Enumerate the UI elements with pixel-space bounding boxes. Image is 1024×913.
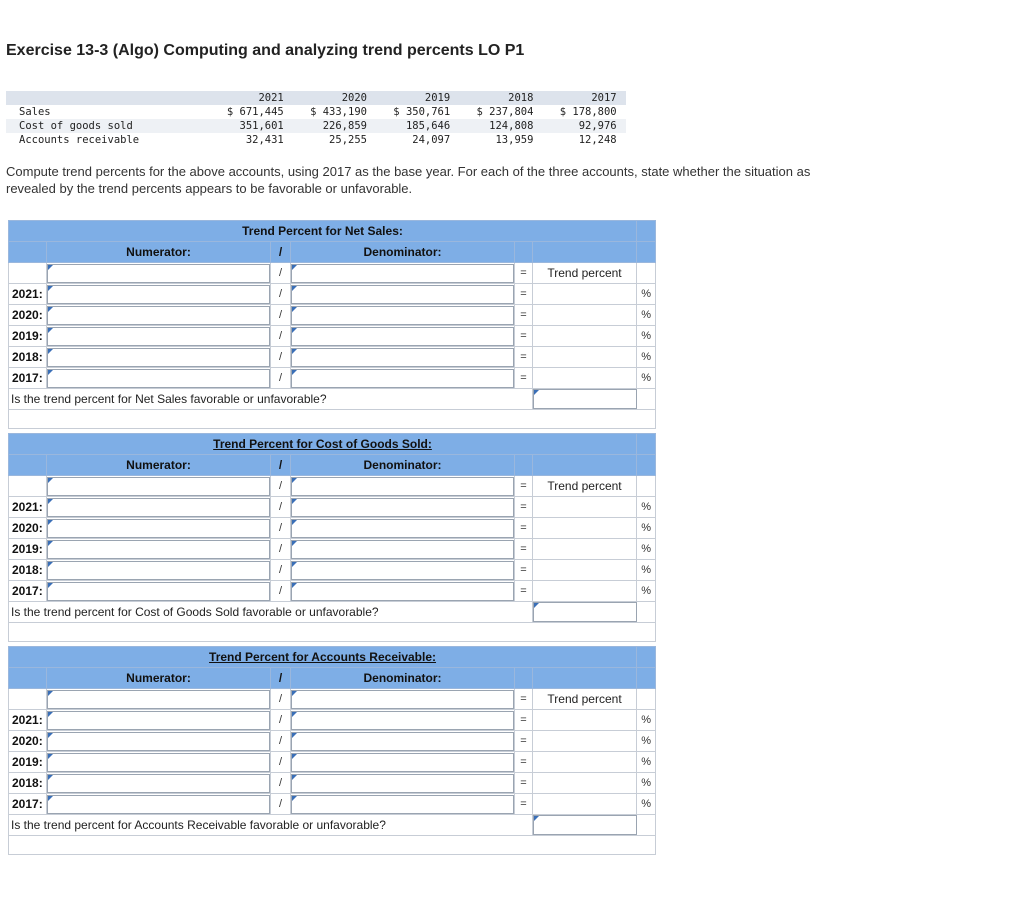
section-header-row [9, 221, 656, 242]
percent-sign: % [637, 518, 656, 539]
cell-value: $ 178,800 [533, 105, 616, 119]
equals-sign: = [515, 560, 533, 581]
section-net-sales [8, 220, 655, 429]
slash: / [271, 689, 291, 710]
numerator-input[interactable] [47, 348, 270, 367]
accounts-table [6, 91, 626, 147]
equals-sign: = [515, 284, 533, 305]
row-label: Cost of goods sold [6, 119, 201, 133]
trend-percent-output[interactable] [533, 369, 636, 388]
slash: / [271, 326, 291, 347]
numerator-input[interactable] [47, 732, 270, 751]
percent-sign: % [637, 560, 656, 581]
year-row [9, 794, 656, 815]
year-row [9, 731, 656, 752]
cell-value: 124,808 [450, 119, 533, 133]
slash: / [271, 305, 291, 326]
trend-percent-output[interactable] [533, 540, 636, 559]
percent-sign: % [637, 710, 656, 731]
numerator-label-input[interactable] [47, 690, 270, 709]
equals-sign: = [515, 773, 533, 794]
percent-sign: % [637, 347, 656, 368]
formula-row [9, 689, 656, 710]
cell-value: 13,959 [450, 133, 533, 147]
denominator-input[interactable] [291, 498, 514, 517]
cell-value: 25,255 [284, 133, 367, 147]
slash: / [271, 773, 291, 794]
year-label: 2017: [9, 581, 47, 602]
cell-value: $ 350,761 [367, 105, 450, 119]
trend-percent-label: Trend percent [533, 689, 637, 710]
question-row [9, 602, 656, 623]
question-row [9, 815, 656, 836]
favorable-unfavorable-dropdown[interactable] [533, 389, 637, 409]
numerator-input[interactable] [47, 795, 270, 814]
section-title: Trend Percent for Accounts Receivable: [209, 650, 437, 664]
year-label: 2021: [9, 710, 47, 731]
percent-sign: % [637, 326, 656, 347]
section-title: Trend Percent for Cost of Goods Sold: [213, 437, 432, 451]
numerator-label-input[interactable] [47, 264, 270, 283]
equals-sign: = [515, 305, 533, 326]
denominator-input[interactable] [291, 285, 514, 304]
year-header: 2018 [450, 91, 533, 105]
trend-percent-output[interactable] [533, 327, 636, 346]
cell-value: 12,248 [533, 133, 616, 147]
year-row [9, 305, 656, 326]
numerator-input[interactable] [47, 540, 270, 559]
formula-row [9, 263, 656, 284]
trend-percent-output[interactable] [533, 306, 636, 325]
equals-sign: = [515, 347, 533, 368]
row-label: Sales [6, 105, 201, 119]
denominator-input[interactable] [291, 369, 514, 388]
column-header-row [9, 242, 656, 263]
numerator-input[interactable] [47, 285, 270, 304]
percent-sign: % [637, 731, 656, 752]
equals-sign: = [515, 752, 533, 773]
year-label: 2020: [9, 518, 47, 539]
percent-sign: % [637, 368, 656, 389]
numerator-input[interactable] [47, 498, 270, 517]
year-header: 2021 [201, 91, 284, 105]
slash-header: / [271, 455, 291, 476]
trend-percent-output[interactable] [533, 774, 636, 793]
numerator-input[interactable] [47, 711, 270, 730]
denominator-label-input[interactable] [291, 264, 514, 283]
cell-value: $ 671,445 [201, 105, 284, 119]
trend-percent-output[interactable] [533, 285, 636, 304]
slash: / [271, 794, 291, 815]
year-row [9, 539, 656, 560]
question-text: Is the trend percent for Cost of Goods Sold favorable or unfavorable? [9, 602, 533, 623]
table-row [6, 133, 626, 147]
cell-value: $ 237,804 [450, 105, 533, 119]
denominator-header: Denominator: [291, 242, 515, 263]
equals-sign: = [515, 581, 533, 602]
year-row [9, 368, 656, 389]
year-label: 2019: [9, 326, 47, 347]
slash: / [271, 710, 291, 731]
denominator-input[interactable] [291, 519, 514, 538]
equals-sign: = [515, 518, 533, 539]
year-row [9, 710, 656, 731]
denominator-input[interactable] [291, 561, 514, 580]
percent-sign: % [637, 794, 656, 815]
section-header-row [9, 647, 656, 668]
year-row [9, 326, 656, 347]
percent-sign: % [637, 581, 656, 602]
denominator-input[interactable] [291, 711, 514, 730]
year-label: 2017: [9, 794, 47, 815]
equals-sign: = [515, 794, 533, 815]
equals-sign: = [515, 710, 533, 731]
denominator-input[interactable] [291, 732, 514, 751]
section-header-row [9, 434, 656, 455]
numerator-input[interactable] [47, 774, 270, 793]
worksheet-table [8, 646, 656, 855]
cell-value: 24,097 [367, 133, 450, 147]
favorable-unfavorable-dropdown[interactable] [533, 815, 637, 835]
favorable-unfavorable-dropdown[interactable] [533, 602, 637, 622]
equals-sign: = [515, 263, 533, 284]
denominator-header: Denominator: [291, 668, 515, 689]
denominator-input[interactable] [291, 306, 514, 325]
trend-percent-output[interactable] [533, 561, 636, 580]
year-row [9, 347, 656, 368]
cell-value: 32,431 [201, 133, 284, 147]
percent-sign: % [637, 305, 656, 326]
numerator-input[interactable] [47, 369, 270, 388]
numerator-header: Numerator: [47, 242, 271, 263]
slash: / [271, 518, 291, 539]
year-row [9, 284, 656, 305]
numerator-header: Numerator: [47, 455, 271, 476]
trend-percent-output[interactable] [533, 519, 636, 538]
trend-percent-output[interactable] [533, 498, 636, 517]
year-row [9, 581, 656, 602]
slash: / [271, 263, 291, 284]
cell-value: 351,601 [201, 119, 284, 133]
trend-percent-label: Trend percent [533, 263, 637, 284]
year-header-row [6, 91, 626, 105]
slash: / [271, 539, 291, 560]
numerator-input[interactable] [47, 753, 270, 772]
denominator-input[interactable] [291, 540, 514, 559]
year-header: 2017 [533, 91, 616, 105]
numerator-label-input[interactable] [47, 477, 270, 496]
denominator-input[interactable] [291, 795, 514, 814]
denominator-input[interactable] [291, 582, 514, 601]
percent-sign: % [637, 752, 656, 773]
slash: / [271, 476, 291, 497]
year-row [9, 497, 656, 518]
equals-sign: = [515, 497, 533, 518]
slash-header: / [271, 242, 291, 263]
numerator-input[interactable] [47, 327, 270, 346]
slash: / [271, 284, 291, 305]
slash: / [271, 752, 291, 773]
row-label: Accounts receivable [6, 133, 201, 147]
trend-percent-output[interactable] [533, 753, 636, 772]
section-cost-of-goods-sold [8, 433, 655, 642]
worksheet-table [8, 220, 656, 429]
trend-percent-output[interactable] [533, 732, 636, 751]
instructions: Compute trend percents for the above accounts, using 2017 as the base year. For each of the three accounts, state whether the situation as revealed by the trend percents appears to be favorable or unfavorable. [6, 164, 811, 196]
column-header-row [9, 455, 656, 476]
equals-sign: = [515, 689, 533, 710]
slash: / [271, 368, 291, 389]
slash: / [271, 347, 291, 368]
page-title: Exercise 13-3 (Algo) Computing and analyzing trend percents LO P1 [6, 42, 525, 59]
percent-sign: % [637, 773, 656, 794]
column-header-row [9, 668, 656, 689]
equals-sign: = [515, 731, 533, 752]
denominator-input[interactable] [291, 753, 514, 772]
question-text: Is the trend percent for Net Sales favorable or unfavorable? [9, 389, 533, 410]
section-accounts-receivable [8, 646, 655, 855]
table-row [6, 119, 626, 133]
numerator-input[interactable] [47, 306, 270, 325]
year-label: 2019: [9, 539, 47, 560]
slash: / [271, 497, 291, 518]
year-label: 2021: [9, 497, 47, 518]
numerator-header: Numerator: [47, 668, 271, 689]
year-label: 2021: [9, 284, 47, 305]
cell-value: 185,646 [367, 119, 450, 133]
year-row [9, 560, 656, 581]
trend-percent-label: Trend percent [533, 476, 637, 497]
denominator-header: Denominator: [291, 455, 515, 476]
denominator-label-input[interactable] [291, 690, 514, 709]
percent-sign: % [637, 539, 656, 560]
equals-sign: = [515, 476, 533, 497]
question-row [9, 389, 656, 410]
year-label: 2018: [9, 560, 47, 581]
percent-sign: % [637, 497, 656, 518]
year-label: 2017: [9, 368, 47, 389]
slash: / [271, 581, 291, 602]
denominator-input[interactable] [291, 327, 514, 346]
section-title: Trend Percent for Net Sales: [242, 224, 403, 238]
denominator-label-input[interactable] [291, 477, 514, 496]
year-label: 2018: [9, 347, 47, 368]
trend-percent-output[interactable] [533, 795, 636, 814]
slash-header: / [271, 668, 291, 689]
trend-percent-output[interactable] [533, 711, 636, 730]
year-row [9, 518, 656, 539]
numerator-input[interactable] [47, 582, 270, 601]
denominator-input[interactable] [291, 348, 514, 367]
question-text: Is the trend percent for Accounts Receivable favorable or unfavorable? [9, 815, 533, 836]
trend-percent-output[interactable] [533, 582, 636, 601]
formula-row [9, 476, 656, 497]
slash: / [271, 560, 291, 581]
equals-sign: = [515, 326, 533, 347]
year-label: 2018: [9, 773, 47, 794]
slash: / [271, 731, 291, 752]
table-row [6, 105, 626, 119]
year-header: 2020 [284, 91, 367, 105]
year-row [9, 773, 656, 794]
worksheet-table [8, 433, 656, 642]
numerator-input[interactable] [47, 561, 270, 580]
equals-sign: = [515, 368, 533, 389]
year-label: 2020: [9, 305, 47, 326]
cell-value: 92,976 [533, 119, 616, 133]
year-header: 2019 [367, 91, 450, 105]
year-label: 2019: [9, 752, 47, 773]
year-row [9, 752, 656, 773]
denominator-input[interactable] [291, 774, 514, 793]
cell-value: $ 433,190 [284, 105, 367, 119]
cell-value: 226,859 [284, 119, 367, 133]
trend-percent-output[interactable] [533, 348, 636, 367]
numerator-input[interactable] [47, 519, 270, 538]
equals-sign: = [515, 539, 533, 560]
year-label: 2020: [9, 731, 47, 752]
percent-sign: % [637, 284, 656, 305]
